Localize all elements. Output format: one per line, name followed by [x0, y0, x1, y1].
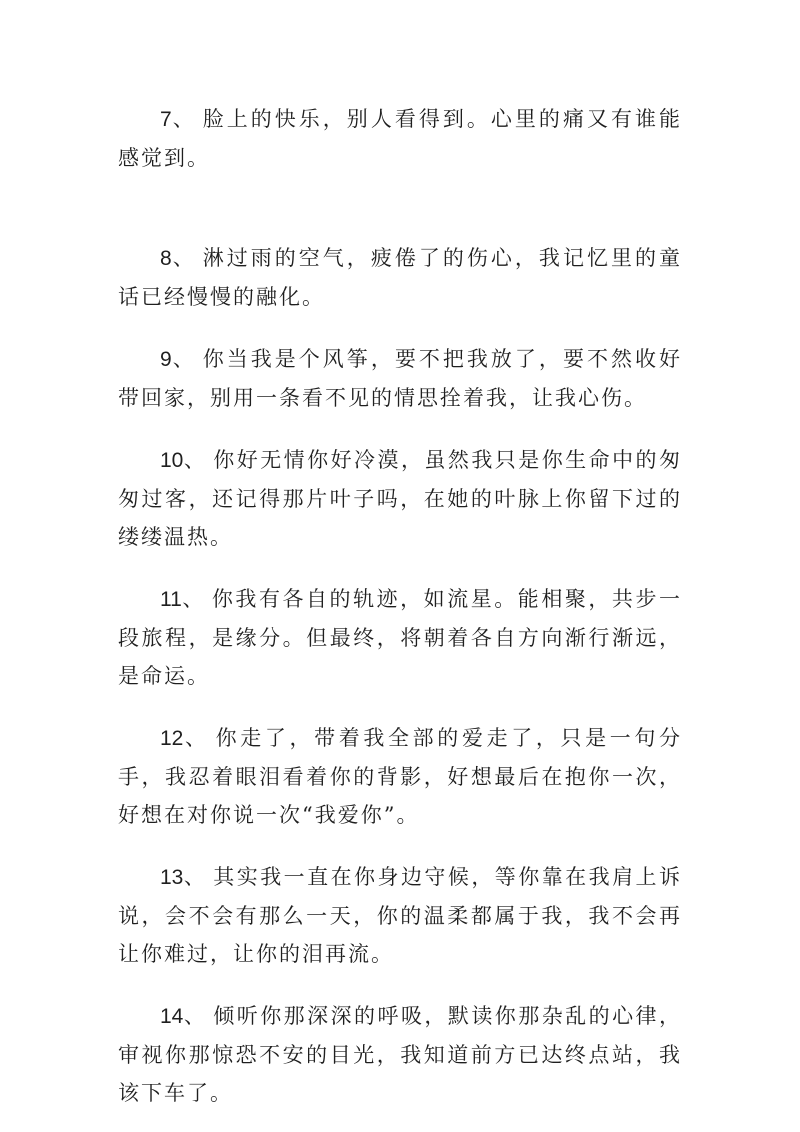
quote-number: 8、: [160, 247, 195, 270]
quote-item-11: [118, 580, 682, 695]
quote-number: 10、: [160, 449, 206, 472]
quote-number: 11、: [160, 588, 204, 611]
quote-number: 14、: [160, 1005, 206, 1028]
quote-item-8: [118, 239, 682, 316]
quote-item-10: [118, 441, 682, 556]
quote-number: 7、: [160, 108, 195, 131]
quote-text: 你当我是个风筝，要不把我放了，要不然收好带回家，别用一条看不见的情思拴着我，让我心伤。: [118, 347, 682, 410]
quote-text: 其实我一直在你身边守候，等你靠在我肩上诉说，会不会有那么一天，你的温柔都属于我，我不会再让你难过，让你的泪再流。: [118, 865, 683, 966]
quote-item-9: [118, 340, 682, 417]
quote-item-12: [118, 719, 682, 834]
quote-number: 12、: [160, 727, 208, 750]
quote-text: 你我有各自的轨迹，如流星。能相聚，共步一段旅程，是缘分。但最终，将朝着各自方向渐行渐远，是命运。: [118, 587, 682, 688]
quote-text: 淋过雨的空气，疲倦了的伤心，我记忆里的童话已经慢慢的融化。: [118, 246, 682, 309]
quote-text: 你走了，带着我全部的爱走了，只是一句分手，我忍着眼泪看着你的背影，好想最后在抱你一次，好想在对你说一次“我爱你”。: [118, 726, 682, 827]
quote-text: 你好无情你好冷漠，虽然我只是你生命中的匆匆过客，还记得那片叶子吗，在她的叶脉上你留下过的缕缕温热。: [118, 448, 683, 549]
quote-number: 9、: [160, 348, 195, 371]
quote-text: 脸上的快乐，别人看得到。心里的痛又有谁能感觉到。: [118, 107, 682, 170]
quote-item-13: [118, 858, 682, 973]
quote-item-7: [118, 100, 682, 177]
quote-number: 13、: [160, 866, 206, 889]
quote-text: 倾听你那深深的呼吸，默读你那杂乱的心律，审视你那惊恐不安的目光，我知道前方已达终点站，我该下车了。: [118, 1004, 683, 1105]
quote-item-14: [118, 997, 682, 1112]
